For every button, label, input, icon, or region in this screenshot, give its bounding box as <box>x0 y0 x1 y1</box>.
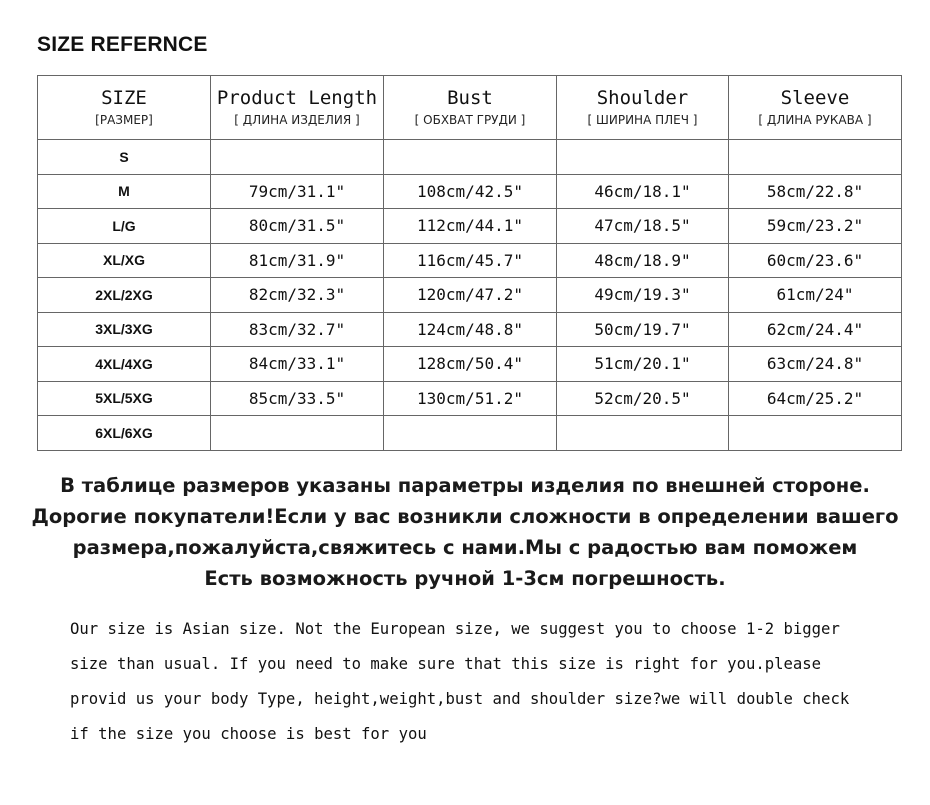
header-sleeve <box>729 76 902 140</box>
shoulder-cell: 52cm/20.5" <box>557 381 729 416</box>
table-row <box>38 140 902 175</box>
header-product-length <box>211 76 384 140</box>
bust-cell: 124cm/48.8" <box>384 312 557 347</box>
size-cell: S <box>38 140 211 175</box>
sleeve-cell: 59cm/23.2" <box>729 209 902 244</box>
shoulder-cell: 49cm/19.3" <box>557 278 729 313</box>
english-note-line: provid us your body Type, height,weight,bust and shoulder size?we will double check <box>70 690 850 708</box>
table-row <box>38 174 902 209</box>
bust-cell: 128cm/50.4" <box>384 347 557 382</box>
sleeve-cell: 64cm/25.2" <box>729 381 902 416</box>
sleeve-cell: 63cm/24.8" <box>729 347 902 382</box>
english-note-line: size than usual. If you need to make sure that this size is right for you.please <box>70 655 822 673</box>
page-title: SIZE REFERNCE <box>37 33 208 56</box>
length-cell <box>211 416 384 451</box>
table-row <box>38 312 902 347</box>
length-cell: 82cm/32.3" <box>211 278 384 313</box>
header-product-length-ru-label: [ ДЛИНА ИЗДЕЛИЯ ] <box>234 112 360 127</box>
length-cell: 79cm/31.1" <box>211 174 384 209</box>
header-bust <box>384 76 557 140</box>
length-cell <box>211 140 384 175</box>
english-note-line: if the size you choose is best for you <box>70 725 427 743</box>
russian-note-line: Есть возможность ручной 1-3см погрешность. <box>204 567 726 590</box>
sleeve-cell: 62cm/24.4" <box>729 312 902 347</box>
table-row <box>38 347 902 382</box>
table-row <box>38 243 902 278</box>
size-cell: M <box>38 174 211 209</box>
length-cell: 81cm/31.9" <box>211 243 384 278</box>
sleeve-cell: 60cm/23.6" <box>729 243 902 278</box>
shoulder-cell: 46cm/18.1" <box>557 174 729 209</box>
shoulder-cell <box>557 416 729 451</box>
russian-note-line: размера,пожалуйста,свяжитесь с нами.Мы с радостью вам поможем <box>72 536 858 559</box>
header-sleeve-ru-label: [ ДЛИНА РУКАВА ] <box>758 112 872 127</box>
size-cell: 4XL/4XG <box>38 347 211 382</box>
header-shoulder-label: Shoulder <box>596 86 689 109</box>
shoulder-cell: 50cm/19.7" <box>557 312 729 347</box>
russian-note <box>0 470 930 594</box>
sleeve-cell <box>729 140 902 175</box>
length-cell: 84cm/33.1" <box>211 347 384 382</box>
size-cell: 2XL/2XG <box>38 278 211 313</box>
shoulder-cell: 51cm/20.1" <box>557 347 729 382</box>
header-sleeve-label: Sleeve <box>780 86 850 109</box>
header-product-length-label: Product Length <box>216 86 378 109</box>
shoulder-cell <box>557 140 729 175</box>
bust-cell <box>384 140 557 175</box>
bust-cell: 112cm/44.1" <box>384 209 557 244</box>
header-size-ru-label: [РАЗМЕР] <box>95 112 153 127</box>
header-shoulder-ru-label: [ ШИРИНА ПЛЕЧ ] <box>587 112 698 127</box>
table-row <box>38 209 902 244</box>
english-note <box>70 612 915 752</box>
table-header-row <box>38 76 902 140</box>
size-table <box>37 75 902 451</box>
table-row <box>38 278 902 313</box>
russian-note-line: В таблице размеров указаны параметры изделия по внешней стороне. <box>60 474 870 497</box>
header-bust-label: Bust <box>447 86 493 109</box>
length-cell: 83cm/32.7" <box>211 312 384 347</box>
sleeve-cell: 61cm/24" <box>729 278 902 313</box>
english-note-line: Our size is Asian size. Not the European size, we suggest you to choose 1-2 bigger <box>70 620 840 638</box>
header-bust-ru-label: [ ОБХВАТ ГРУДИ ] <box>414 112 526 127</box>
bust-cell: 108cm/42.5" <box>384 174 557 209</box>
shoulder-cell: 47cm/18.5" <box>557 209 729 244</box>
bust-cell: 130cm/51.2" <box>384 381 557 416</box>
bust-cell: 116cm/45.7" <box>384 243 557 278</box>
bust-cell: 120cm/47.2" <box>384 278 557 313</box>
sleeve-cell <box>729 416 902 451</box>
size-cell: 5XL/5XG <box>38 381 211 416</box>
size-cell: 6XL/6XG <box>38 416 211 451</box>
sleeve-cell: 58cm/22.8" <box>729 174 902 209</box>
size-cell: L/G <box>38 209 211 244</box>
size-cell: XL/XG <box>38 243 211 278</box>
size-cell: 3XL/3XG <box>38 312 211 347</box>
length-cell: 80cm/31.5" <box>211 209 384 244</box>
table-row <box>38 416 902 451</box>
header-size <box>38 76 211 140</box>
table-row <box>38 381 902 416</box>
length-cell: 85cm/33.5" <box>211 381 384 416</box>
bust-cell <box>384 416 557 451</box>
russian-note-line: Дорогие покупатели!Если у вас возникли сложности в определении вашего <box>31 505 899 528</box>
shoulder-cell: 48cm/18.9" <box>557 243 729 278</box>
header-size-label: SIZE <box>101 86 147 109</box>
header-shoulder <box>557 76 729 140</box>
